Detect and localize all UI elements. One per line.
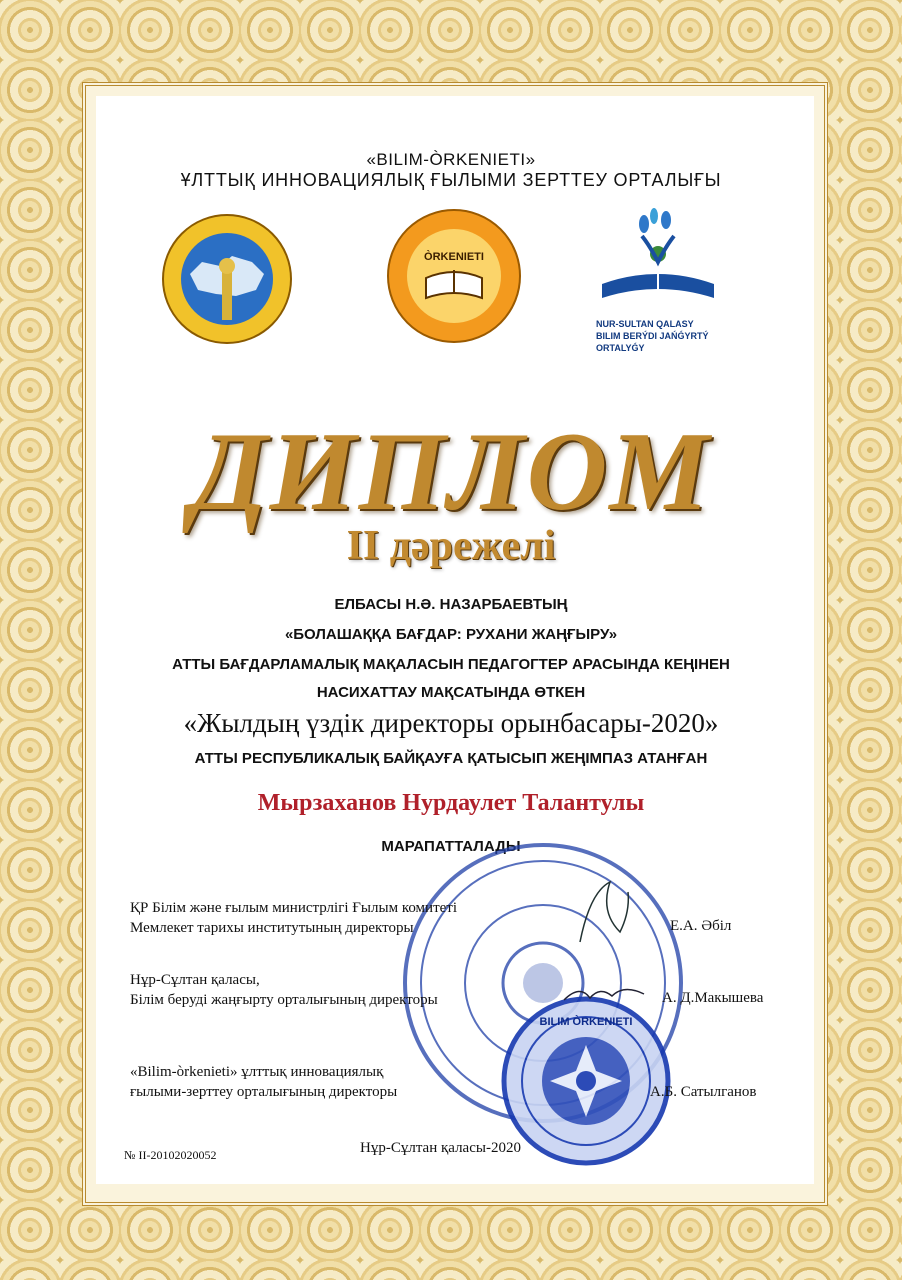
- signature-block-3: [130, 1062, 397, 1102]
- svg-text:ÒRKENIETI: ÒRKENIETI: [424, 251, 484, 263]
- awarded-label: МАРАПАТТАЛАДЫ: [381, 838, 521, 855]
- signature-1-line2: Мемлекет тарихы институтының директоры: [130, 920, 414, 936]
- signature-block-2: [130, 970, 438, 1010]
- serial-number: № II-20102020052: [124, 1148, 217, 1162]
- diploma-title: ДИПЛОМ: [190, 410, 712, 534]
- right-logo-caption: [596, 318, 736, 354]
- signature-1: [570, 872, 640, 952]
- signature-block-1: [130, 898, 457, 938]
- degree-label: II дәрежелі: [346, 523, 556, 569]
- bilim-orkenieti-seal-icon: [386, 208, 522, 344]
- signature-3-line1: «Bilim-òrkenieti» ұлттық инновациялық: [130, 1064, 384, 1080]
- competition-name: «Жылдың үздік директоры орынбасары-2020»: [183, 708, 719, 738]
- signature-1-line1: ҚР Білім және ғылым министрлігі Ғылым комитеті: [130, 900, 458, 916]
- body-line2: «БОЛАШАҚҚА БАҒДАР: РУХАНИ ЖАҢҒЫРУ»: [284, 626, 618, 643]
- signature-1-name: Е.А. Әбіл: [670, 918, 732, 934]
- institute-seal-icon: [160, 212, 294, 346]
- signature-3-line2: ғылыми-зерттеу орталығының директоры: [130, 1084, 398, 1100]
- org-name-line2: ҰЛТТЫҚ ИННОВАЦИЯЛЫҚ ҒЫЛЫМИ ЗЕРТТЕУ ОРТАЛЫҒЫ: [180, 170, 722, 190]
- body-line3: АТТЫ БАҒДАРЛАМАЛЫҚ МАҚАЛАСЫН ПЕДАГОГТЕР АРАСЫНДА КЕҢІНЕН: [172, 656, 730, 673]
- signature-2: [560, 980, 650, 1010]
- body-line4: НАСИХАТТАУ МАҚСАТЫНДА ӨТКЕН: [316, 684, 586, 701]
- signature-2-name: А. Д.Макышева: [662, 990, 764, 1006]
- signature-2-line2: Білім беруді жаңғырту орталығының директоры: [130, 992, 438, 1008]
- right-logo-caption-line2: BILIM BERÝDI JAŃǴYRTÝ ORTALYǴY: [596, 331, 709, 353]
- body-line1: ЕЛБАСЫ Н.Ә. НАЗАРБАЕВТЫҢ: [334, 596, 568, 613]
- org-name-line1: «BILIM-ÒRKENIETI»: [366, 150, 536, 169]
- right-logo-caption-line1: NUR-SULTAN QALASY: [596, 319, 694, 329]
- signature-2-line1: Нұр-Сұлтан қаласы,: [130, 972, 260, 988]
- signature-3-name: А.Б. Сатылганов: [650, 1084, 757, 1100]
- book-figure-icon: [592, 206, 724, 316]
- city-year: Нұр-Сұлтан қаласы-2020: [360, 1140, 521, 1156]
- body-line5: АТТЫ РЕСПУБЛИКАЛЫҚ БАЙҚАУҒА ҚАТЫСЫП ЖЕҢІМПАЗ АТАНҒАН: [194, 750, 708, 767]
- stamp2-text: BILIM ÒRKENIETI: [539, 1016, 633, 1028]
- winner-name: Мырзаханов Нурдаулет Талантулы: [257, 790, 645, 816]
